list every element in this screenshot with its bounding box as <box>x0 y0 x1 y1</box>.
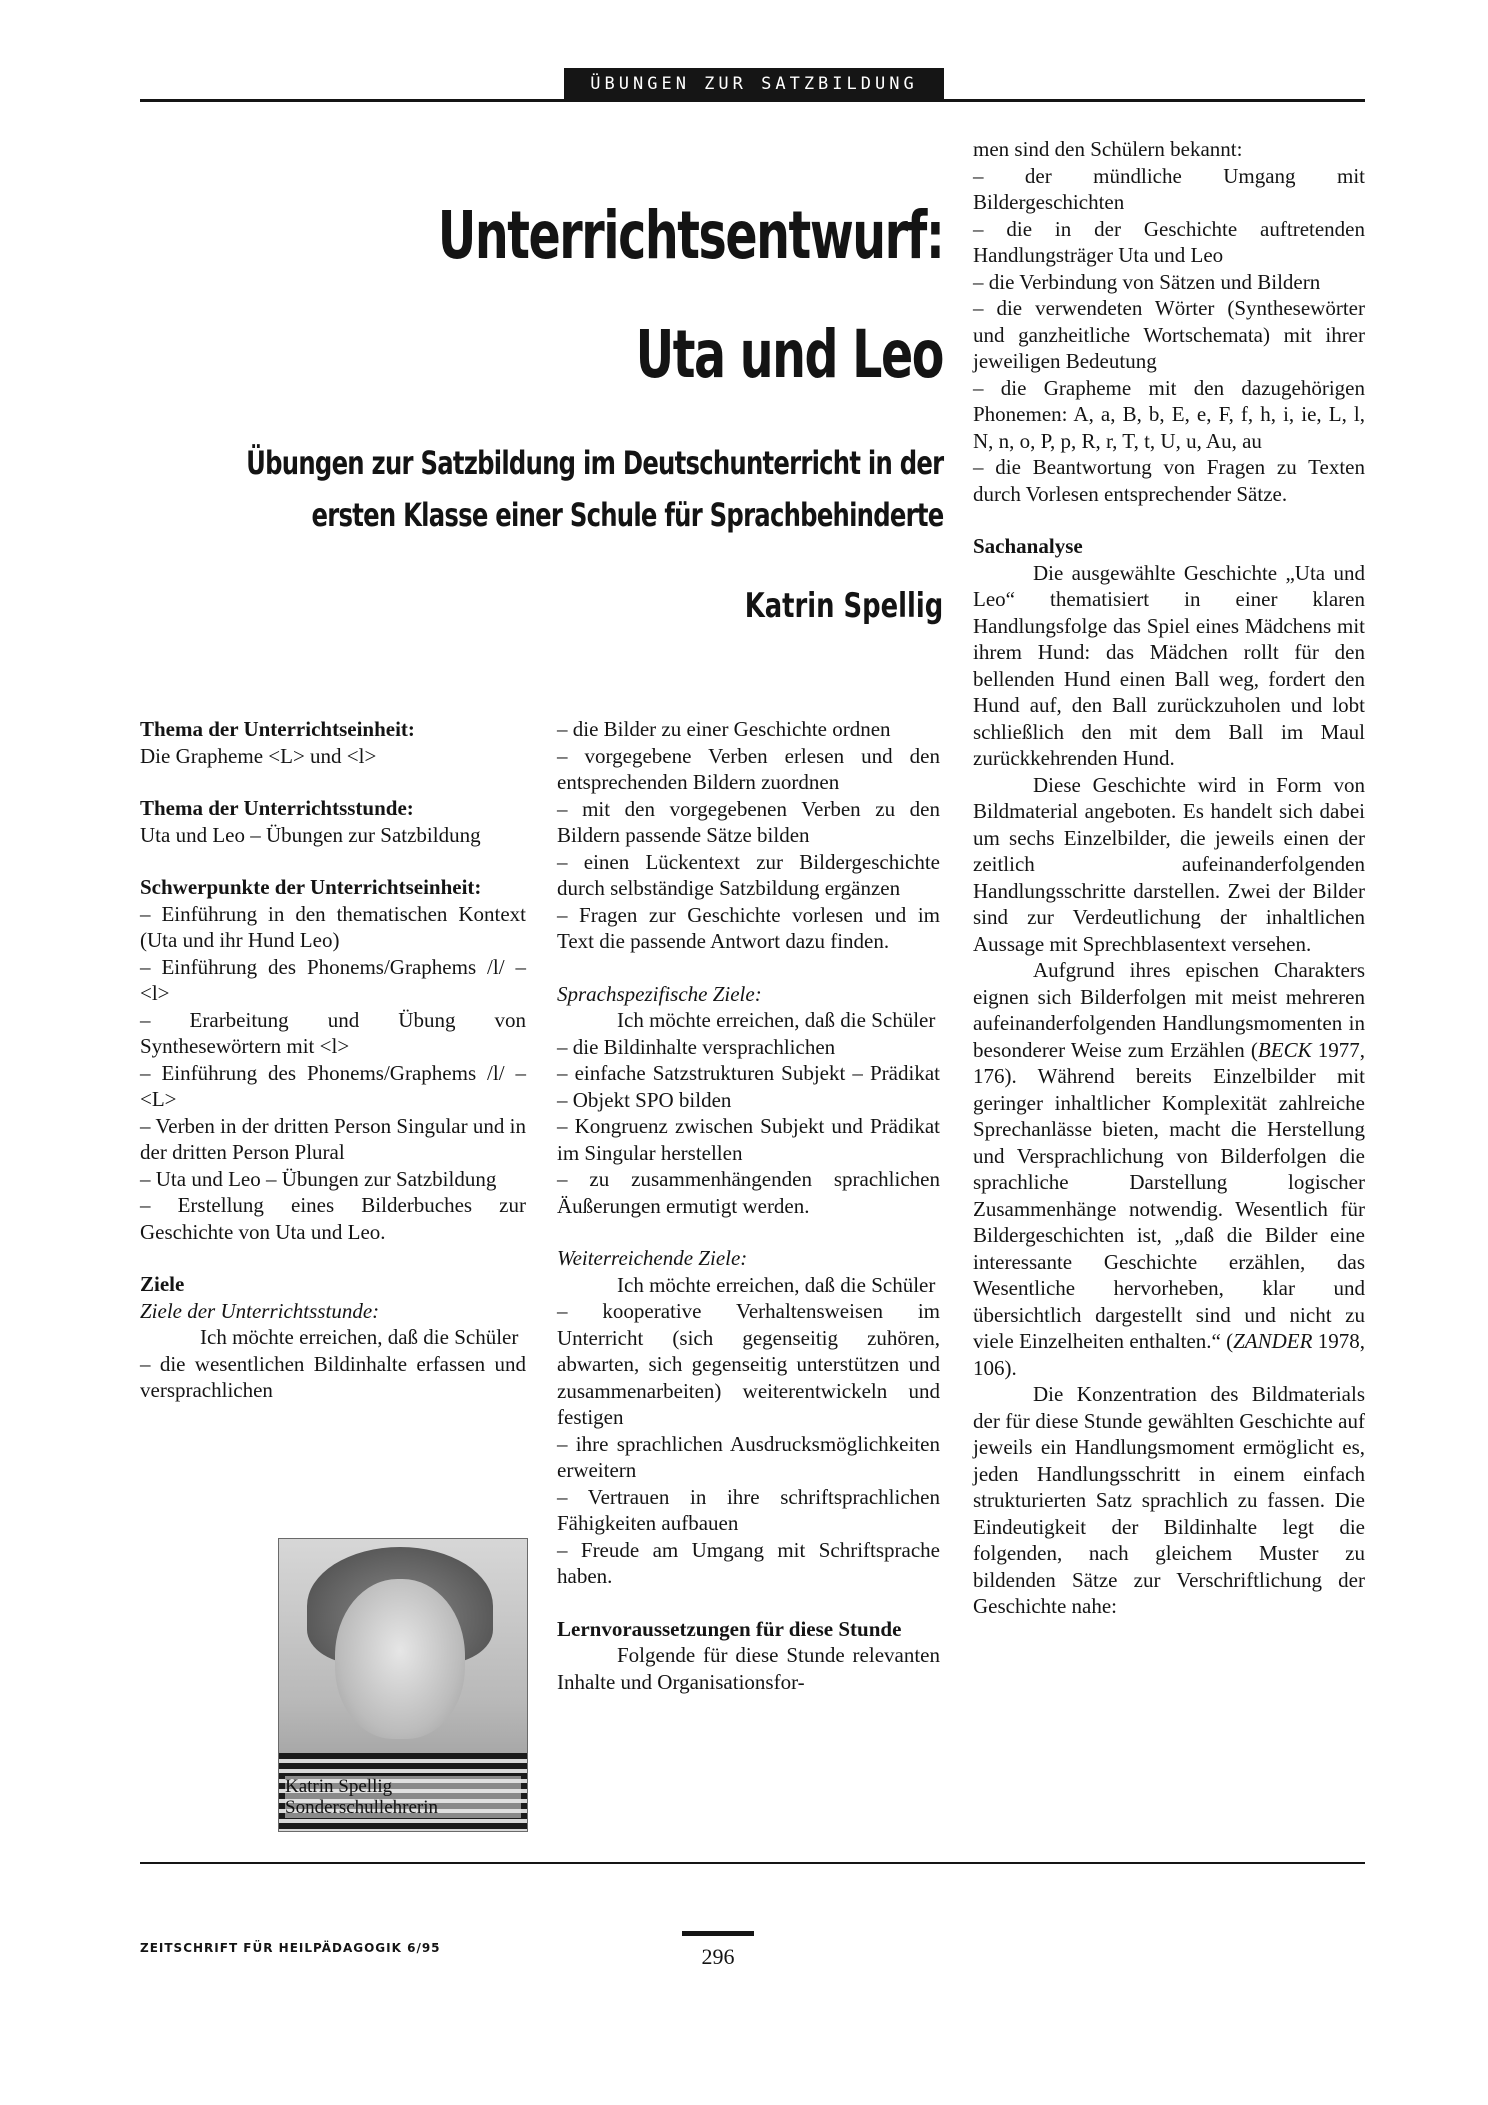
page-number: 296 <box>701 1944 735 1969</box>
list-item: – die Verbindung von Sätzen und Bildern <box>973 269 1321 294</box>
list-item: – Freude am Umgang mit Schriftsprache haben. <box>557 1537 940 1588</box>
heading-lernvoraussetzungen: Lernvoraussetzungen für diese Stunde <box>557 1616 902 1641</box>
text-sprach-intro: Ich möchte erreichen, daß die Schüler <box>617 1008 936 1032</box>
running-head: ÜBUNGEN ZUR SATZBILDUNG <box>564 68 944 100</box>
heading-thema-stunde: Thema der Unterrichtsstunde: <box>140 796 414 820</box>
paragraph-sach-1: Die ausgewählte Geschichte „Uta und Leo“ thematisiert in einer klaren Handlungsfolge das Spiel eines Mädchens mit ihrem Hund: das Mädchen rollt für den bellenden Hund einen Ball weg, fordert den Hund auf, den Ball zurückzuholen und lobt schließlich den mit dem Ball im Maul zurückkehrenden Hund. <box>973 560 1365 770</box>
heading-ziele: Ziele <box>140 1272 185 1296</box>
subheading-sprachspezifische-ziele: Sprachspezifische Ziele: <box>557 981 762 1006</box>
citation-zander: ZANDER <box>1233 1329 1313 1353</box>
list-item: – einen Lückentext zur Bildergeschichte durch selbständige Satzbildung ergänzen <box>557 849 940 900</box>
list-item: – Verben in der dritten Person Singular und in der dritten Person Plural <box>140 1113 526 1164</box>
list-item: – Einführung in den thematischen Kontext (Uta und ihr Hund Leo) <box>140 901 526 952</box>
list-item: – die Bildinhalte versprachlichen <box>557 1034 836 1059</box>
heading-sachanalyse: Sachanalyse <box>973 534 1083 558</box>
text-thema-einheit: Die Grapheme <L> und <l> <box>140 743 377 768</box>
list-item: – Erstellung eines Bilderbuches zur Geschichte von Uta und Leo. <box>140 1193 526 1244</box>
journal-name: ZEITSCHRIFT FÜR HEILPÄDAGOGIK 6/95 <box>140 1941 441 1955</box>
paragraph-sach-3-part-b: 1977, 176). Während bereits Einzelbilder mit geringer inhaltlicher Komplexität zahlreiche Sprechanlässe bieten, macht die Herstellung und Versprachlichung von Bilderfolgen die sprachliche Darstellung logischer Zusammenhänge notwendig. Wesentlich für Bildergeschichten ist, „daß die Bilder eine interessante Geschichte erzählen, das Wesentliche hervorheben, klar und übersichtlich dargestellt sind und nicht zu viele Einzelheiten enthalten.“ ( <box>973 1037 1365 1353</box>
citation-beck: BECK <box>1257 1037 1312 1062</box>
list-item: – ihre sprachlichen Ausdrucksmöglichkeiten erweitern <box>557 1431 940 1482</box>
photo-face <box>335 1579 465 1739</box>
article-title-line1: Unterrichtsentwurf: <box>437 197 943 274</box>
top-rule <box>140 99 1365 102</box>
text-ziele-intro: Ich möchte erreichen, daß die Schüler <box>200 1325 519 1349</box>
article-title-line2: Uta und Leo <box>635 316 943 393</box>
paragraph-sach-3 <box>973 957 1365 1381</box>
list-item: – Fragen zur Geschichte vorlesen und im Text die passende Antwort dazu finden. <box>557 902 940 953</box>
article-subtitle-line1: Übungen zur Satzbildung im Deutschunterricht in der <box>245 444 943 482</box>
subheading-ziele-stunde: Ziele der Unterrichtsstunde: <box>140 1298 380 1323</box>
heading-thema-einheit: Thema der Unterrichtseinheit: <box>140 717 415 741</box>
list-item: – Einführung des Phonems/Graphems /l/ – <L> <box>140 1060 526 1111</box>
list-item: – Uta und Leo – Übungen zur Satzbildung <box>140 1166 497 1191</box>
article-subtitle-line2: ersten Klasse einer Schule für Sprachbehinderte <box>311 496 943 534</box>
paragraph-sach-3-part-c: 1978, 106). <box>973 1329 1365 1380</box>
list-item: – die wesentlichen Bildinhalte erfassen und versprachlichen <box>140 1351 526 1402</box>
subheading-weiterreichende-ziele: Weiterreichende Ziele: <box>557 1246 748 1270</box>
photo-caption <box>285 1776 521 1818</box>
list-item: – die Grapheme mit den dazugehörigen Phonemen: A, a, B, b, E, e, F, f, h, i, ie, L, l, N, n, o, P, p, R, r, T, t, U, u, Au, au <box>973 375 1365 453</box>
list-item: – vorgegebene Verben erlesen und den entsprechenden Bildern zuordnen <box>557 743 940 794</box>
list-item: – Erarbeitung und Übung von Synthesewörtern mit <l> <box>140 1007 526 1058</box>
photo-caption-name: Katrin Spellig <box>285 1776 393 1797</box>
list-item: – Kongruenz zwischen Subjekt und Prädikat im Singular herstellen <box>557 1114 940 1165</box>
list-item: – kooperative Verhaltensweisen im Unterricht (sich gegenseitig zuhören, abwarten, sich gegenseitig unterstützen und zusammenarbeiten) weiterentwickeln und festigen <box>557 1299 940 1429</box>
column-2 <box>557 716 940 1695</box>
column-1 <box>140 716 526 1404</box>
list-item: – mit den vorgegebenen Verben zu den Bildern passende Sätze bilden <box>557 796 940 847</box>
list-item: – die Beantwortung von Fragen zu Texten durch Vorlesen entsprechender Sätze. <box>973 455 1365 506</box>
text-lern-intro: Folgende für diese Stunde relevanten Inhalte und Organisationsfor- <box>557 1643 940 1694</box>
text-thema-stunde: Uta und Leo – Übungen zur Satzbildung <box>140 822 481 847</box>
text-lern-continued: men sind den Schülern bekannt: <box>973 137 1243 161</box>
article-author: Katrin Spellig <box>744 586 943 626</box>
list-item: – die verwendeten Wörter (Synthesewörter und ganzheitliche Wortschemata) mit ihrer jeweiligen Bedeutung <box>973 296 1365 373</box>
list-item: – die in der Geschichte auftretenden Handlungsträger Uta und Leo <box>973 216 1365 267</box>
list-item: – die Bilder zu einer Geschichte ordnen <box>557 717 891 741</box>
paragraph-sach-3-part-a: Aufgrund ihres epischen Charakters eignen sich Bilderfolgen mit meist mehreren aufeinanderfolgenden Handlungsmomenten in besonderer Weise zum Erzählen ( <box>973 958 1365 1062</box>
paragraph-sach-4: Die Konzentration des Bildmaterials der für diese Stunde gewählten Geschichte auf jeweils ein Handlungsmoment ermöglicht es, jeden Handlungsschritt in einem einfach strukturierten Satz sprachlich zu fassen. Die Eindeutigkeit der Bildinhalte legt die folgenden, nach gleichem Muster zu bildenden Sätze zur Verschriftlichung der Geschichte nahe: <box>973 1382 1365 1618</box>
author-photo <box>278 1538 528 1832</box>
page-number-bar <box>682 1931 754 1936</box>
column-3 <box>973 136 1365 1620</box>
text-weiter-intro: Ich möchte erreichen, daß die Schüler <box>617 1272 936 1297</box>
list-item: – zu zusammenhängenden sprachlichen Äußerungen ermutigt werden. <box>557 1167 940 1218</box>
bottom-rule <box>140 1862 1365 1864</box>
list-item: – einfache Satzstrukturen Subjekt – Prädikat – Objekt SPO bilden <box>557 1061 940 1112</box>
paragraph-sach-2: Diese Geschichte wird in Form von Bildmaterial angeboten. Es handelt sich dabei um sechs Einzelbilder, die jeweils einen der zeitlich aufeinanderfolgenden Handlungsschritte darstellen. Zwei der Bilder sind zur Verdeutlichung der inhaltlichen Aussage mit Sprechblasentext versehen. <box>973 772 1365 956</box>
list-item: – der mündliche Umgang mit Bildergeschichten <box>973 163 1365 214</box>
heading-schwerpunkte: Schwerpunkte der Unterrichtseinheit: <box>140 875 482 899</box>
list-item: – Einführung des Phonems/Graphems /l/ – <l> <box>140 954 526 1005</box>
list-item: – Vertrauen in ihre schriftsprachlichen Fähigkeiten aufbauen <box>557 1484 940 1535</box>
photo-caption-role: Sonderschullehrerin <box>285 1797 439 1818</box>
